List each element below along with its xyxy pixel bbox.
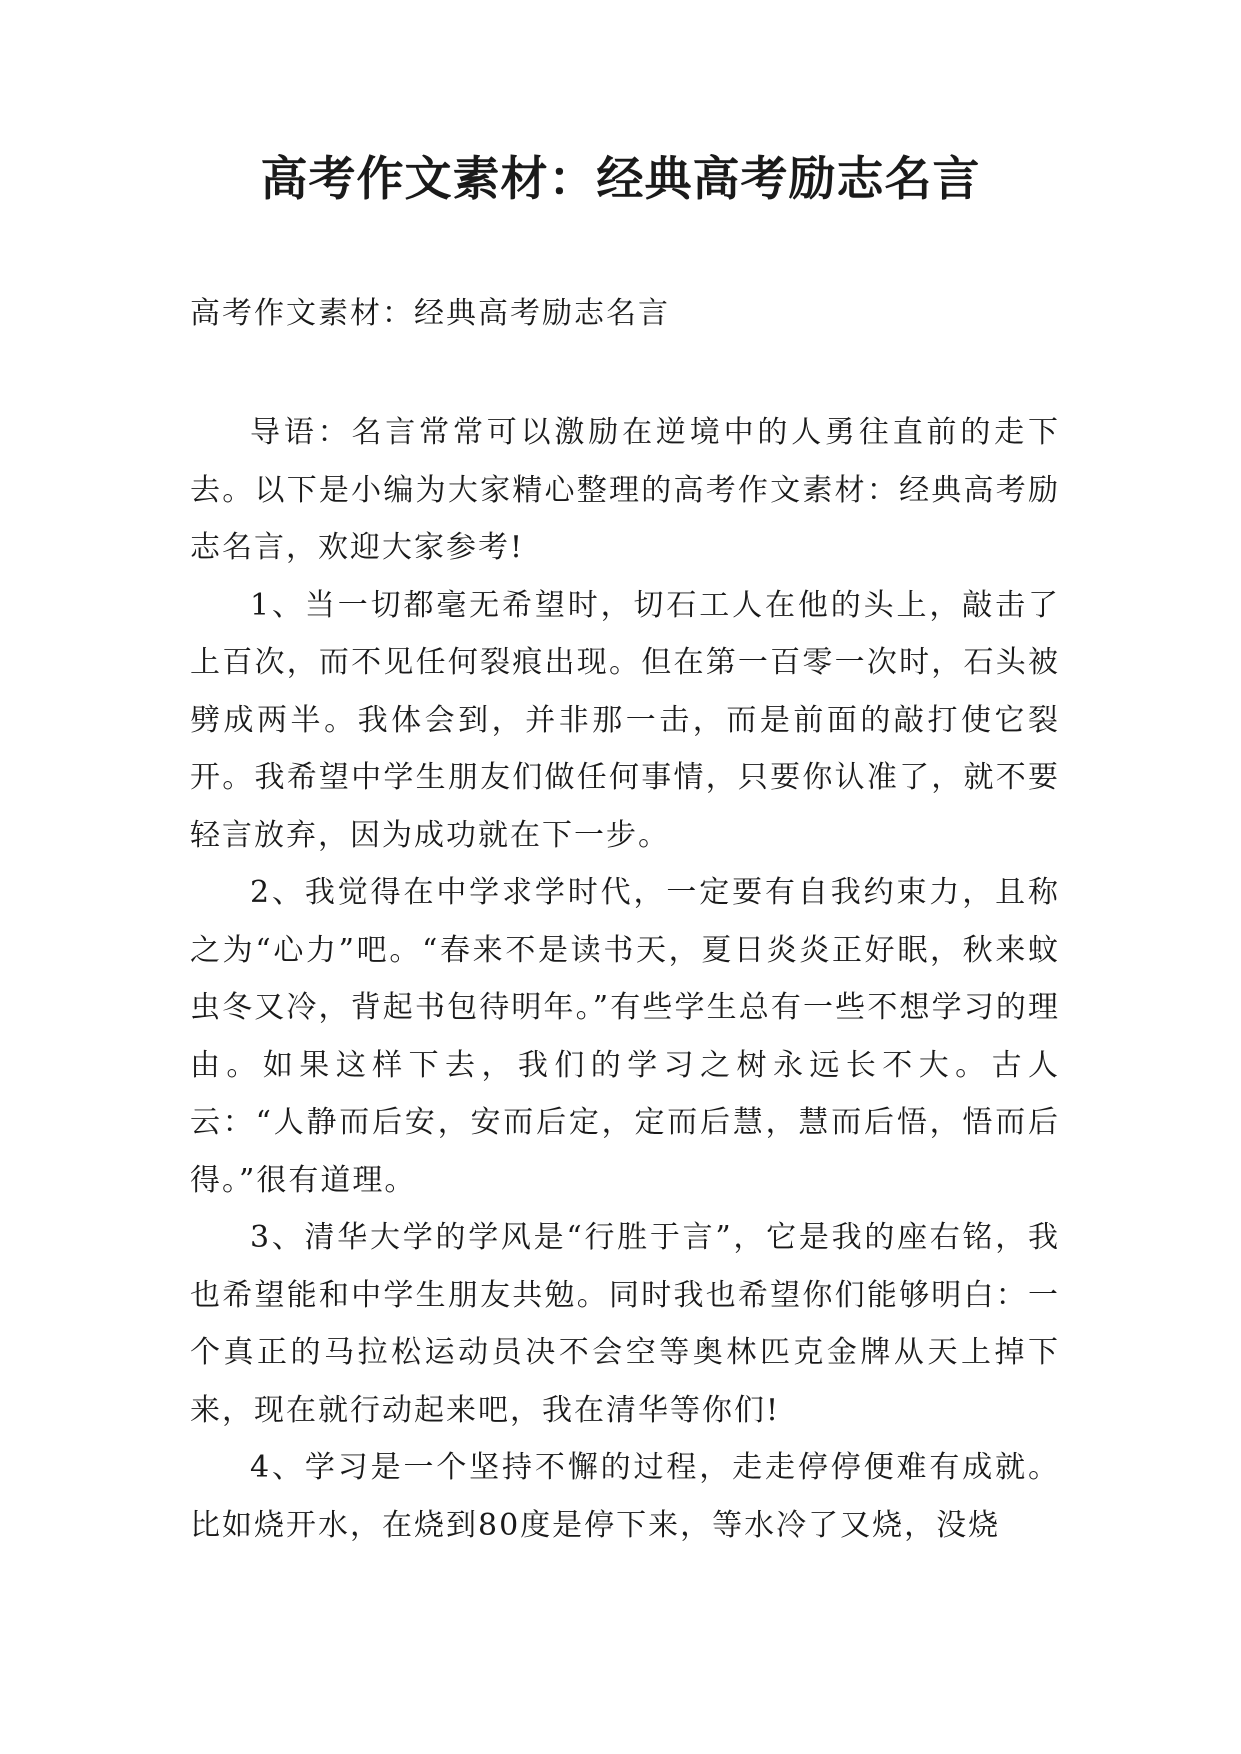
paragraph-intro: 导语：名言常常可以激励在逆境中的人勇往直前的走下去。以下是小编为大家精心整理的高考作文素材：经典高考励志名言，欢迎大家参考! (190, 415, 1060, 565)
paragraph-quote-4: 4、学习是一个坚持不懈的过程，走走停停便难有成就。比如烧开水，在烧到80度是停下来，等水冷了又烧，没烧 (190, 1450, 1060, 1543)
paragraph-quote-2: 2、我觉得在中学求学时代，一定要有自我约束力，且称之为“心力”吧。“春来不是读书天，夏日炎炎正好眠，秋来蚊虫冬又冷，背起书包待明年。”有些学生总有一些不想学习的理由。如果这样下去，我们的学习之树永远长不大。古人云：“人静而后安，安而后定，定而后慧，慧而后悟，悟而后得。”很有道理。 (190, 875, 1060, 1198)
document-subtitle: 高考作文素材：经典高考励志名言 (190, 296, 670, 331)
paragraph-quote-1: 1、当一切都毫无希望时，切石工人在他的头上，敲击了上百次，而不见任何裂痕出现。但在第一百零一次时，石头被劈成两半。我体会到，并非那一击，而是前面的敲打使它裂开。我希望中学生朋友们做任何事情，只要你认准了，就不要轻言放弃，因为成功就在下一步。 (190, 587, 1060, 853)
paragraph-quote-3: 3、清华大学的学风是“行胜于言”，它是我的座右铭，我也希望能和中学生朋友共勉。同时我也希望你们能够明白：一个真正的马拉松运动员决不会空等奥林匹克金牌从天上掉下来，现在就行动起来吧，我在清华等你们! (190, 1220, 1060, 1428)
document-title: 高考作文素材：经典高考励志名言 (260, 152, 981, 207)
document-body (190, 404, 1060, 1554)
